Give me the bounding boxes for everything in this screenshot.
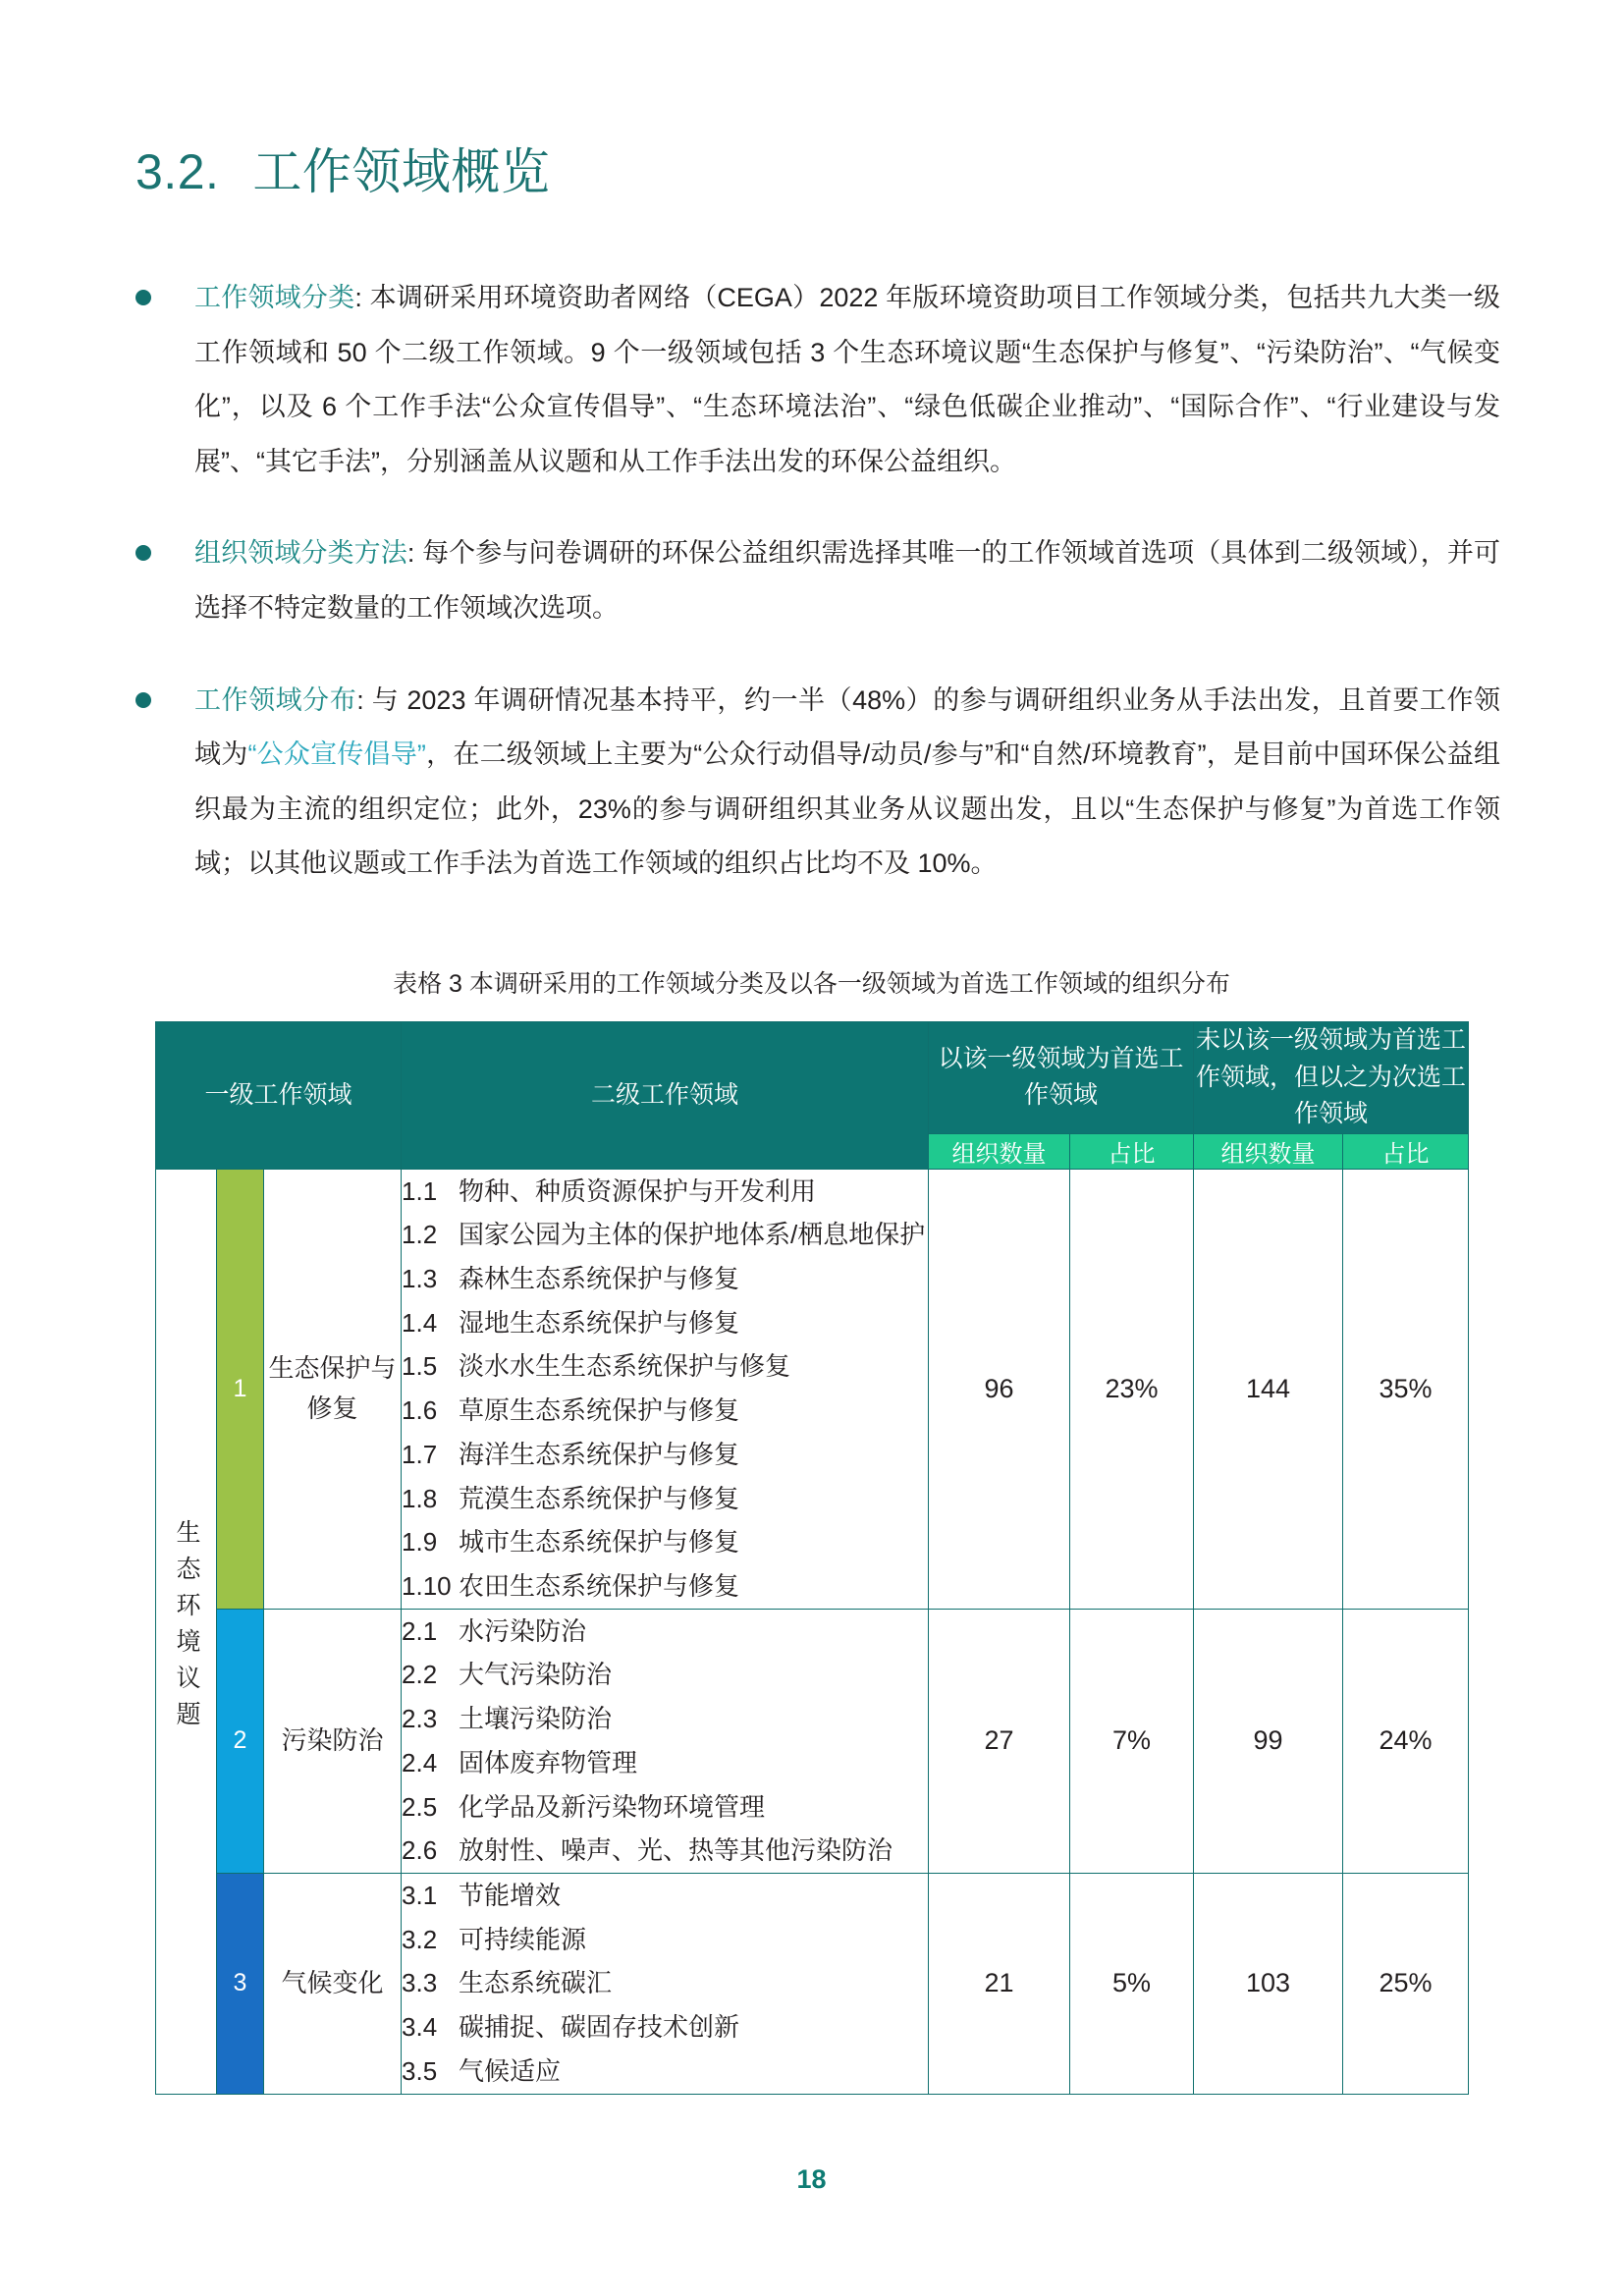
list-item [135, 526, 1500, 635]
header-secondary-group: 未以该一级领域为首选工作领域，但以之为次选工作领域 [1193, 1022, 1468, 1134]
subfield-text: 化学品及新污染物环境管理 [459, 1791, 766, 1822]
subfield-text: 森林生态系统保护与修复 [459, 1263, 740, 1293]
table-row [156, 1609, 1469, 1873]
subfield-text: 国家公园为主体的保护地体系/栖息地保护 [459, 1220, 926, 1250]
subfield-item [402, 1610, 928, 1654]
subfield-number: 1.7 [402, 1439, 438, 1469]
subfield-item [402, 1301, 928, 1345]
row-secondary-pct-3: 25% [1342, 1874, 1468, 2095]
row-category-1: 生态保护与修复 [264, 1169, 402, 1609]
subfield-item [402, 1389, 928, 1433]
subfield-number: 1.4 [402, 1307, 438, 1338]
subfield-text: 土壤污染防治 [459, 1704, 613, 1734]
subfield-number: 2.2 [402, 1660, 438, 1690]
row-primary-pct-1: 23% [1069, 1169, 1193, 1609]
subfield-item [402, 1697, 928, 1741]
bullet-separator-3: : [356, 684, 364, 715]
subfield-number: 1.9 [402, 1527, 438, 1558]
subfield-text: 生态系统碳汇 [459, 1968, 613, 1998]
bullet-body-3a: 与 2023 年调研情况基本持平，约一半（48%）的参与调研组织业务从手法出发，且首要工作领域为 [194, 684, 1501, 770]
header-secondary-count: 组织数量 [1193, 1133, 1342, 1169]
row-index-1: 1 [217, 1169, 264, 1609]
row-subfields-1 [402, 1169, 929, 1609]
subfield-item [402, 1520, 928, 1564]
header-level2: 二级工作领域 [402, 1022, 929, 1170]
subfield-text: 固体废弃物管理 [459, 1747, 638, 1777]
row-category-2: 污染防治 [264, 1609, 402, 1873]
work-field-table [155, 1021, 1469, 2095]
group-label-cell [156, 1169, 217, 2094]
bullet-body-3b: ，在二级领域上主要为“公众行动倡导/动员/参与”和“自然/环境教育”，是目前中国环保公益组织最为主流的组织定位；此外，23%的参与调研组织其业务从议题出发，且以“生态保护与修复”为首选工作领域；以其他议题或工作手法为首选工作领域的组织占比均不及 10%。 [194, 739, 1501, 879]
subfield-number: 2.5 [402, 1791, 438, 1822]
section-title-text: 工作领域概览 [252, 144, 551, 199]
bullet-dot-icon [135, 692, 151, 708]
bullet-highlight-3: “公众宣传倡导” [247, 739, 426, 770]
page-number: 18 [796, 2164, 827, 2194]
subfield-text: 水污染防治 [459, 1615, 587, 1646]
bullet-label-2: 组织领域分类方法 [194, 538, 407, 569]
subfield-item [402, 1477, 928, 1521]
subfield-text: 物种、种质资源保护与开发利用 [459, 1175, 817, 1206]
subfield-number: 3.1 [402, 1881, 438, 1910]
section-number: 3.2. [135, 144, 220, 199]
table-header-row-1 [156, 1022, 1469, 1134]
work-field-table-container [155, 1021, 1469, 2095]
row-primary-count-3: 21 [928, 1874, 1069, 2095]
bullet-list [135, 271, 1500, 929]
bullet-paragraph-2 [194, 526, 1500, 635]
subfield-number: 3.3 [402, 1968, 438, 1998]
subfield-text: 草原生态系统保护与修复 [459, 1395, 740, 1426]
subfield-number: 2.3 [402, 1704, 438, 1734]
subfield-text: 节能增效 [459, 1881, 562, 1910]
subfield-item [402, 1170, 928, 1214]
header-secondary-pct: 占比 [1342, 1133, 1468, 1169]
subfield-text: 气候适应 [459, 2055, 562, 2086]
table-caption: 表格 3 本调研采用的工作领域分类及以各一级领域为首选工作领域的组织分布 [393, 970, 1230, 998]
subfield-text: 碳捕捉、碳固存技术创新 [459, 2012, 740, 2043]
group-label-text: 生态环境议题 [173, 1518, 200, 1737]
subfield-text: 荒漠生态系统保护与修复 [459, 1483, 740, 1513]
table-row [156, 1169, 1469, 1609]
subfield-item [402, 1257, 928, 1301]
subfield-number: 3.5 [402, 2055, 438, 2086]
subfield-item [402, 1344, 928, 1389]
bullet-paragraph-1 [194, 271, 1500, 489]
subfield-number: 1.3 [402, 1263, 438, 1293]
subfield-item [402, 1874, 928, 1918]
subfield-number: 1.8 [402, 1483, 438, 1513]
subfield-item [402, 1785, 928, 1830]
header-level1: 一级工作领域 [156, 1022, 402, 1170]
row-secondary-pct-1: 35% [1342, 1169, 1468, 1609]
row-secondary-count-3: 103 [1193, 1874, 1342, 2095]
subfield-text: 湿地生态系统保护与修复 [459, 1307, 740, 1338]
bullet-label-3: 工作领域分布 [194, 684, 357, 715]
subfield-number: 3.2 [402, 1924, 438, 1954]
row-subfields-3 [402, 1874, 929, 2095]
row-index-2: 2 [217, 1609, 264, 1873]
row-index-3: 3 [217, 1874, 264, 2095]
bullet-separator-1: : [354, 283, 362, 312]
subfield-item [402, 1653, 928, 1697]
bullet-label-1: 工作领域分类 [194, 283, 355, 312]
row-secondary-pct-2: 24% [1342, 1609, 1468, 1873]
row-primary-count-1: 96 [928, 1169, 1069, 1609]
subfield-item [402, 2005, 928, 2050]
row-primary-pct-2: 7% [1069, 1609, 1193, 1873]
row-category-3: 气候变化 [264, 1874, 402, 2095]
subfield-text: 淡水水生生态系统保护与修复 [459, 1351, 791, 1382]
row-primary-pct-3: 5% [1069, 1874, 1193, 2095]
subfield-number: 1.6 [402, 1395, 438, 1426]
subfield-item [402, 1829, 928, 1873]
subfield-item [402, 1213, 928, 1257]
header-primary-pct: 占比 [1069, 1133, 1193, 1169]
subfield-text: 海洋生态系统保护与修复 [459, 1439, 740, 1469]
subfield-number: 1.5 [402, 1351, 438, 1382]
subfield-item [402, 1741, 928, 1785]
bullet-dot-icon [135, 545, 151, 561]
subfield-item [402, 2050, 928, 2094]
list-item [135, 674, 1500, 892]
subfield-text: 放射性、噪声、光、热等其他污染防治 [459, 1835, 893, 1866]
bullet-body-1: 本调研采用环境资助者网络（CEGA）2022 年版环境资助项目工作领域分类，包括共九大类一级工作领域和 50 个二级工作领域。9 个一级领域包括 3 个生态环境议题“生态保护与修复”、“污染防治”、“气候变化”，以及 6 个工作手法“公众宣传倡导”、“生态环境法治”、“绿色低碳企业推动”、“国际合作”、“行业建设与发展”、“其它手法”，分别涵盖从议题和从工作手法出发的环保公益组织。 [194, 283, 1500, 476]
row-secondary-count-2: 99 [1193, 1609, 1342, 1873]
subfield-number: 2.6 [402, 1835, 438, 1866]
bullet-body-2: 每个参与问卷调研的环保公益组织需选择其唯一的工作领域首选项（具体到二级领域），并可选择不特定数量的工作领域次选项。 [194, 538, 1501, 624]
subfield-item [402, 1918, 928, 1962]
header-primary-group: 以该一级领域为首选工作领域 [928, 1022, 1193, 1134]
subfield-text: 城市生态系统保护与修复 [459, 1527, 740, 1558]
subfield-item [402, 1564, 928, 1609]
subfield-text: 大气污染防治 [459, 1660, 613, 1690]
subfield-number: 1.2 [402, 1220, 438, 1250]
page-title [135, 145, 550, 199]
header-primary-count: 组织数量 [928, 1133, 1069, 1169]
subfield-number: 3.4 [402, 2012, 438, 2043]
list-item [135, 271, 1500, 489]
bullet-paragraph-3 [194, 674, 1500, 892]
subfield-item [402, 1961, 928, 2005]
row-primary-count-2: 27 [928, 1609, 1069, 1873]
table-row [156, 1874, 1469, 2095]
row-subfields-2 [402, 1609, 929, 1873]
subfield-number: 2.4 [402, 1747, 438, 1777]
subfield-text: 农田生态系统保护与修复 [459, 1570, 740, 1601]
subfield-item [402, 1433, 928, 1477]
bullet-dot-icon [135, 290, 151, 305]
subfield-number: 1.1 [402, 1175, 438, 1206]
bullet-separator-2: : [406, 538, 415, 569]
row-secondary-count-1: 144 [1193, 1169, 1342, 1609]
subfield-number: 2.1 [402, 1615, 438, 1646]
subfield-number: 1.10 [402, 1570, 452, 1601]
subfield-text: 可持续能源 [459, 1924, 587, 1954]
